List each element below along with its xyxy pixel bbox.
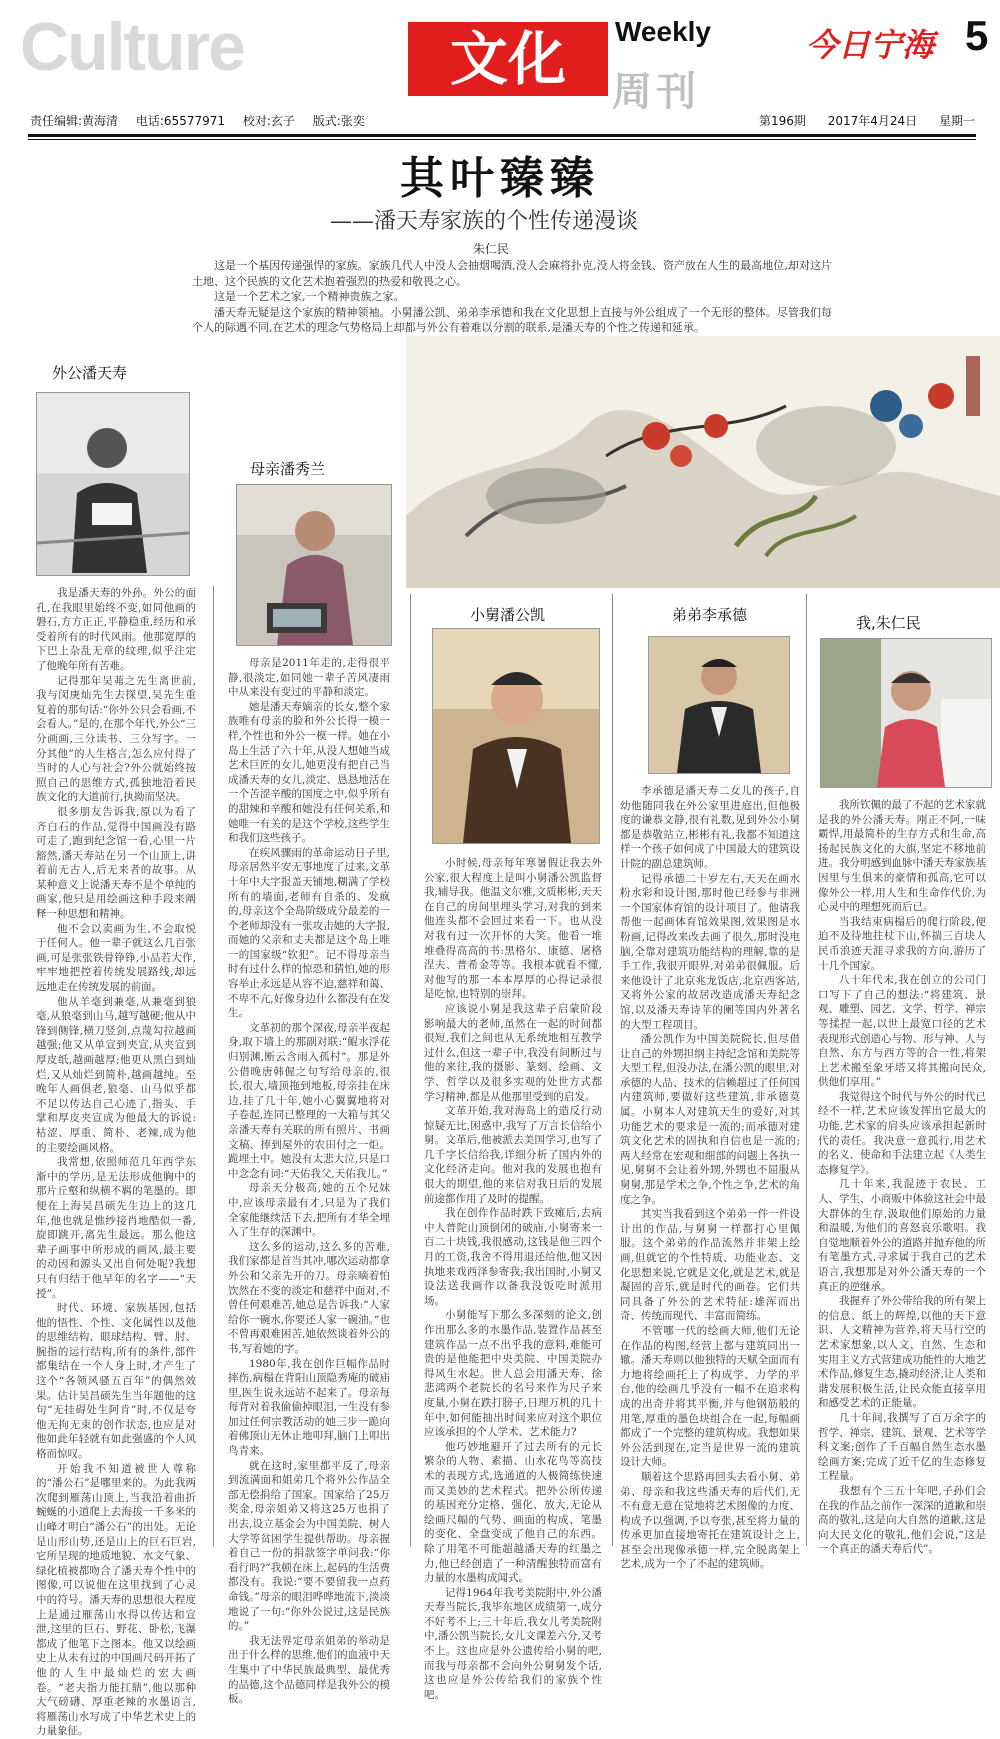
paragraph: 当我结束病榻后的爬行阶段,便迫不及待地拄杖下山,怀揣三百块人民币浪迹天涯寻求我的方向,游历了十几个国家。 [818, 915, 986, 972]
article-title: 其叶臻臻 [400, 153, 600, 204]
weekly-label: Weekly [615, 16, 711, 47]
paragraph: 小舅能写下那么多深刻的论文,创作出那么多的水墨作品,装置作品甚至建筑作品一点不出乎我的意料,难能可贵的是他能把中央美院、中国美院办得风生水起。世人总会用潘天寿、徐悲鸿两个老院长的名号来作为尺子来度量,小舅在跌打膀子,日理万机的几十年中,如何能抽出时间来应对这个职位应该承担的个人学术、艺术能力? [424, 1309, 602, 1439]
paragraph: 他不会以卖画为生,不会取悦于任何人。他一辈子就这么几百张画,可是张张铁骨铮铮,小品若大作,牢牢地把控着传统发展路线,却远远地走在传统发展的前面。 [36, 922, 196, 994]
article-intro [192, 258, 832, 336]
issue-number: 第196期 [758, 114, 806, 128]
article-subtitle: ——潘天寿家族的个性传递漫谈 [330, 209, 639, 234]
zhoukan-label: 周刊 [612, 69, 700, 115]
column-mother [228, 656, 390, 1706]
paragraph: 这么多的运动,这么多的苦难,我们家都是首当其冲,哪次运动都拿外公和父亲先开的刀。母亲嘀着怕饮然在不变的淡定和慈祥中面对,不曾任何艰难苦,她总是告诉我:“人家给你一碗水,你要还人家一碗油。”也不曾再艰难困苦,她依然谈着外公的书,写着她的字。 [228, 1240, 390, 1355]
flower-painting [406, 336, 1000, 588]
caption-grandfather: 外公潘天寿 [52, 364, 128, 382]
photo-me [820, 638, 992, 788]
proof-credit: 校对:玄子 [242, 114, 295, 128]
paragraph: 记得1964年我考美院附中,外公潘天寿当院长,我毕东地区成绩第一,成分不好考不上;三十年后,我女儿考美院附中,潘公凯当院长,女儿文课差六分,又考不上。这也应是外公遗传给小舅的吧,而我与母亲都不会向外公舅舅发个话,这也应是外公传给我们的家族个性吧。 [424, 1586, 603, 1701]
paragraph: 他巧妙地避开了过去所有的元长繁杂的人物、素描、山水花鸟等高技术的表现方式,选通道的人极简练快速而又美妙的艺术程式。把外公所传递的基因充分定格、强化、放大,无论从绘画尺幅的气势、画面的构成、笔墨的变化、全盘变成了他自己的东西。除了用笔不可能超越潘天寿的红墨之力,他已经创造了一种清醒独特而富有力量的水墨构成闻式。 [424, 1440, 602, 1585]
column-brother [620, 784, 800, 1571]
paragraph: 应该说小舅是我这辈子启蒙阶段影响最大的老师,虽然在一起的时间都很短,我们之间也从无系统地相互教学过什么,但这一辈子中,我没有间断过与他的来往,我的摄影、篆刻、绘画、文学、哲学以及很多实观的处世方式都学习精神,都是从他那里受到的启发。 [424, 1002, 602, 1103]
paragraph: 我无法界定母亲姐弟的举动是出于什么样的思维,他们的血液中天生集中了中华民族最典型、最优秀的品德,这个品德同样是我外公的模板。 [228, 1634, 390, 1706]
culture-watermark: Culture [20, 9, 244, 85]
photo-uncle [432, 628, 600, 844]
paragraph: 小时候,母亲每年寒暑假让我去外公家,很大程度上是叫小舅潘公凯监督我,辅导我。他温文尔雅,文质彬彬,天天在自己的房间里埋头学习,对我的到来他连头都不会回过来看一下。也从没对我有过一次开怀的大笑。他看一堆堆叠得高高的书:黑格尔、康德、屠格涅夫、普希金等等。我根本就看不懂,对他写的那一本本厚厚的心得记录很是吃惊,也特别的崇拜。 [424, 857, 603, 1001]
paragraph: 李承德是潘天寿二女儿的孩子,自幼他随同我在外公家里进庭出,但他极度的谦恭文静,很有礼数,见到外公小舅都是恭敬站立,彬彬有礼,我都不知道这样一个孩子如何成了中国最大的建筑设计院的副总建筑师。 [620, 785, 800, 870]
paragraph: 八十年代末,我在创立的公司门口写下了自己的想法:“将建筑、景观、雕塑、园艺、文学、哲学、禅宗等揉捏一起,以世上最宽口径的艺术表现形式创造心与物、形与神、人与自然、东方与西方等的合一性,将架上艺术搬至象牙塔又将其搬向民众,供他们享用。” [818, 974, 986, 1089]
paragraph: 文革初的那个深夜,母亲半夜起身,取下墙上的那副对联:“鲲水浮花归别渊,断云含雨入孤村”。那是外公借晚唐韩偓之句写给母亲的,很长,很大,墙顶拖到地板,母亲挂在床边,挂了几十年,她小心翼翼地将对子卷起,连同已整理的一大箱与其父亲潘天寿有关联的所有照片、书画文稿、捧到屋外的农田付之一炬。跪埋土中。她没有太悲大泣,只是口中念念有词:“天佑我父,天佑我儿。” [228, 1021, 390, 1180]
caption-mother: 母亲潘秀兰 [250, 460, 326, 478]
column-divider [806, 594, 807, 1546]
column-me [818, 798, 986, 1556]
paragraph: 顺着这个思路再回头去看小舅、弟弟、母亲和我这些潘天寿的后代们,无不有意无意在觉地将艺术图像的力度、构成予以强调,予以夸张,甚至将力量的传承更加直接地寄托在建筑设计之上,甚至会出现像承德一样,完全脱离架上艺术,成为一个了不起的建筑师。 [620, 1470, 800, 1571]
intro-paragraph: 潘天寿无疑是这个家族的精神领袖。小舅潘公凯、弟弟李承德和我在文化思想上直接与外公组成了一个无形的整体。尽管我们每个人的际遇不同,在艺术的理念气势格局上却都与外公有着难以分割的联系,是潘天寿的个性之传递和延承。 [192, 305, 832, 334]
column-uncle [424, 856, 603, 1701]
intro-paragraph: 这是一个艺术之家,一个精神贵族之家。 [214, 290, 405, 303]
paragraph: 记得那年吴茀之先生离世前,我与闵庚灿先生去探望,吴先生重复着的那句话:“你外公只会看画,不会看人。”是的,在那个年代,外公“三分画画,三分读书、三分写字。一分其他”的人生格言,怎么应付得了当时的人心与社会?外公就始终按照自己的思维方式,孤独地沿着民族文化的大道前行,执拗而坚决。 [36, 674, 196, 804]
paragraph: 我是潘天寿的外孙。外公的面孔,在我眼里始终不变,如同他画的磐石,方方正正,平静稳重,经历和承受着所有的时代风雨。他那宽厚的下巴上杂乱无章的纹理,似乎注定了他晚年所有苦难。 [36, 587, 196, 672]
paragraph: 我觉得这个时代与外公的时代已经不一样,艺术应该发挥出它最大的功能,艺术家的肩头应该承担起新时代的责任。我决意一意孤行,用艺术的名义、使命和手法建立起《人类生态修复学》。 [818, 1090, 986, 1176]
paragraph: 1980年,我在创作巨幅作品时摔伤,病榻在背阳山顶隐秀庵的破庙里,医生说永远站不起来了。母亲每每背对着我偷偷掉眼泪,一生没有参加过任何宗教活动的她三步一跪向着佛顶山无休止地叩拜,脑门上叩出鸟青来。 [228, 1357, 390, 1458]
section-title-box: 文化 [408, 22, 608, 96]
column-divider [612, 594, 613, 1546]
paragraph: 我所钦佩的最了不起的艺术家就是我的外公潘天寿。刚正不阿,一味霸悍,用最简朴的生存方式和生命,高扬起民族文化的大旗,坚定不移地前进。我分明感到血脉中潘天寿家族基因里与生俱来的豪情和孤高,它可以像外公一样,用人生和生命作代价,为心灵中的理想死而后已。 [818, 799, 986, 914]
caption-brother: 弟弟李承德 [672, 606, 748, 624]
article-author: 朱仁民 [473, 242, 510, 256]
paragraph: 其实当我看到这个弟弟一件一件设计出的作品,与舅舅一样都打心里佩服。这个弟弟的作品流然并非架上绘画,但就它的个性特质、功能业态、文化思想来说,它就是文化,就是艺术,就是凝固的音乐,就是时代的画卷。它们共同具备了外公的艺术特征:雄浑而出奇、传统而现代、丰富而简练。 [620, 1208, 800, 1323]
column-divider [410, 594, 411, 1546]
header-rule-thick [28, 134, 976, 137]
paragraph: 不管哪一代的绘画大师,他们无论在作品的构图,经营上都与建筑同出一辙。潘天寿则以他独特的天赋全面而有力地将绘画托上了构成学、力学的平台,他的绘画几乎没有一幅不在追求构成的出奇并将其平衡,并与他钢筋般的用笔,厚重的墨色块组合在一起,每幅画都成了一个完整的建筑构成。我想如果外公活到现在,定当是世界一流的建筑设计大师。 [620, 1324, 800, 1469]
caption-uncle: 小舅潘公凯 [470, 606, 546, 624]
intro-paragraph: 这是一个基因传递强悍的家族。家族几代人中没人会抽烟喝酒,没人会麻将扑克,没人将金钱、资产放在人生的最高地位,却对这片土地、这个民族的文化艺术抱着强烈的热爱和敬畏之心。 [192, 259, 832, 288]
paragraph: 我想有个三五十年吧,子孙们会在我的作品之前作一深深的道歉和崇高的敬礼,这是向大自然的道歉,这是向大民文化的敬礼,他们会说,“这是一个真正的潘天寿后代”。 [818, 1484, 986, 1556]
paragraph: 几十年来,我混迹于农民、工人、学生、小商贩中体验这社会中最大群体的生存,汲取他们原始的力量和温暖,为他们的喜怒哀乐歌唱。我自觉地顺着外公的道路并抛弃他的所有笔墨方式,寻求属于我自己的艺术语言,我想那是对外公潘天寿的一个真正的逆继承。 [818, 1178, 986, 1293]
column-divider [213, 586, 214, 1546]
paragraph: 记得承德二十岁左右,天天在画水粉水彩和设计图,那时他已经参与非洲一个国家体育馆的设计项目了。他请我帮他一起画体育馆效果图,效果图是水粉画,记得改来改去画了很久,那时没电脑,全靠对建筑功能结构的理解,靠的是手工作,我很开眼界,对弟弟很佩服。后来他设计了北京兆龙饭店,北京西客站,又将外公家的故居改造成潘天寿纪念馆,以及潘天寿诗苹的阑等国内外著名的大型工程项目。 [620, 872, 800, 1031]
paragraph: 我在创作作品时跌下致瘫后,去病中人普陀山顶倒闭的破庙,小舅寄来一百二十块钱,我很感动,这钱是他三四个月的工资,我舍不得用退还给他,他又因执地来戏西泽参寄我;我出国时,小舅又设法送我画作以备我没饭吃时派用场。 [424, 1207, 602, 1307]
paragraph: 潘公凯作为中国美院院长,但尽借让自己的外甥担纲主持纪念馆和美院等大型工程,但没办法,在潘公凯的眼里,对承德的人品、技术的信赖超过了任何国内建筑师,要做好这些建筑,非承德莫属。小舅本人对建筑天生的爱好,对其功能艺术的要求是一流的;而承德对建筑文化艺术的固执和自信也是一流的;两人经常在宏观和细部的问题上各执一见,舅舅不会让着外甥,外甥也不屈服从舅舅,那是学术之争,个性之争,艺术的角度之争。 [620, 1033, 800, 1206]
paragraph: 开始我不知道被世人尊称的“潘公石”是哪里来的。为此我两次爬到雁荡山顶上,当我沿着曲折蜿蜒的小道爬上去海拔一千多米的山峰才明白“潘公石”的出处。无论是山形山势,还是山上的巨石巨岩,它所呈现的地质地貌、水文气象、绿化植被都吻合了潘天寿个性中的图像,可以说他在这里找到了心灵中的符号。潘天寿的思想很大程度上是通过雁荡山水得以传达和宣泄,这里的巨石、野花、卧松,飞瀑都成了他笔下之图本。他又以绘画史上从未有过的中国画尺码开拓了他的人生中最灿烂的宏大画卷。“老夫指力能扛鼎”,他以那种大气磅礴、厚重老辣的水墨语言,将雁荡山水写成了中华艺术史上的力量象征。 [36, 1462, 196, 1738]
paragraph: 时代、环境、家族基因,包括他的悟性、个性、文化属性以及他的思维结构、眼球结构、臂、肘、腕指的运行结构,所有的条件,部件都集结在一个人身上时,才产生了这个“各领风骚五百年”的偶然效果。估计吴昌硕先生当年题他的这句“无挂碍处生阿肯”时,不仅是夸他无拘无束的创作状态,也应是对他如此年轻就有如此强盛的个人风格而惊叹。 [36, 1302, 196, 1461]
paragraph: 就在这时,家里都平反了,母亲到流满面和姐弟几个将外公作品全部无偿捐给了国家。国家给了25万奖金,母亲姐弟又将这25万也捐了出去,设立基金会为中国美院、树人大学等贫困学生提供帮助。母亲握着自己一份的捐款签字单问我:“你看行吗?”我顿在床上,起码的生活费都没有。我说:“要不要留我一点药命钱。”母亲的眼泪哗哗地流下,淡淡地说了一句:“你外公说过,这是民族的。” [228, 1459, 390, 1633]
paragraph: 我握弃了外公带给我的所有架上的信息、纸上的辉煌,以他的天下意识、人文精神为营养,将天马行空的艺术家想象,以人文、自然、生态和实用主义方式营建成功能性的大地艺术作品,修复生态,撬动经济,让人类和谐发展积极生活,让民众能直接享用和感受艺术的正能量。 [818, 1295, 986, 1410]
info-bar [30, 112, 975, 132]
caption-me: 我,朱仁民 [856, 614, 921, 632]
layout-credit: 版式:张奕 [312, 114, 365, 128]
paragraph: 几十年间,我撰写了百万余字的哲学、禅宗、建筑、景观、艺术等学科文案;创作了千百幅自然生态水墨绘画方案;完成了近千亿的生态修复工程量。 [818, 1411, 986, 1483]
issue-weekday: 星期一 [938, 114, 975, 128]
photo-mother [236, 484, 392, 646]
paragraph: 在疾风骤雨的革命运动日子里,母亲居然平安无事地度了过来,文革十年中大字报盖天铺地,糊满了学校所有的墙面,老师有自杀的、发疯的,母亲这个全岛阶级成分最差的一个老师却没有一张攻击她的大字报,而她的父亲和丈夫都是这个岛上唯一的国家级“钦犯”。记不得母亲当时有过什么样的惊恐和猜怕,她的形容举止永远是从容不迫,慈祥和蔼、不卑不亢,好像身边什么都没有在发生。 [228, 846, 390, 1020]
paragraph: 文革开始,我对海岛上的造反行动惊疑无比,困惑中,我写了万言长信给小舅。文革后,他被派去美国学习,也写了几千字长信给我,详细分析了国内外的文化经济走向。他对我的发展也抱有很大的期望,他的来信对我日后的发展前途都作用了及时的提醒。 [424, 1105, 602, 1205]
column-grandfather [36, 586, 196, 1738]
page-number: 5 [965, 12, 989, 59]
photo-brother [648, 636, 790, 774]
paragraph: 母亲是2011年走的,走得很平静,很淡定,如同她一辈子苦风凄雨中从来没有变过的平静和淡定。 [228, 657, 390, 699]
paragraph: 她是潘天寿嫡亲的长女,整个家族唯有母亲的脸和外公长得一模一样,个性也和外公一模一样。她在小岛上生活了六十年,从没人想她当成艺术巨匠的女儿,她更没有把自己当成潘天寿的女儿,淡定、恳恳地活在一个苦涩辛酸的国度之中,似乎所有的甜辣和辛酸和她没有任何关系,和她唯一有关的是这个学校,这些学生和我们这些孩子。 [228, 700, 390, 845]
header-rule-thin [28, 139, 976, 140]
editor-credit: 责任编辑:黄海清 [30, 114, 119, 128]
photo-grandfather [36, 392, 190, 576]
paragraph: 我常想,依照师范几年西学东渐中的学历,是无法形成他胸中的那片丘壑和纵横不羁的笔墨的。即便在上海吴昌硕先生边上的这几年,他也就是憔纱接肖地酷似一番,旋即跳开,离先生最远。那么他这辈子画事中所形成的画风,最主要的动因和源头又出自何处呢?我想只有归结于他早年的名字——“天授”。 [36, 1156, 196, 1300]
paragraph: 母亲天分极高,她的五个兄妹中,应该母亲最有才,只是为了我们全家能继续活下去,把所有才华全埋入了生存的深渊中。 [228, 1182, 390, 1239]
paragraph: 很多朋友告诉我,原以为看了齐白石的作品,觉得中国画没有路可走了,跑到纪念馆一看,心里一片豁然,潘天寿站在另一个山顶上,讲着前无古人,后无来者的故事。从某种意义上说潘天寿不是个单纯的画家,他只是用绘画这种手段来阐释一种思想和精神。 [36, 805, 196, 921]
paragraph: 他从羊毫到兼毫,从兼毫到狼毫,从狼毫到山马,越写越硬;他从中锋到侧锋,横刀竖剑,点蔑勾拉越画越强;他又从单宣到夹宣,从夹宣到厚皮纸,越画越厚;他更从黑白到灿烂,又从灿烂到简朴,越画越纯。至晚年人画俱老,狼毫、山马似乎都不足以传达自己心迹了,指头、手掌和厚皮夹宣成为他最大的诉说:枯涩、厚重、简朴、老辣,成为他的主要绘画风格。 [36, 995, 196, 1154]
newspaper-logo: 今日宁海 [806, 26, 935, 64]
issue-date: 2017年4月24日 [827, 114, 918, 128]
phone-credit: 电话:65577971 [135, 114, 225, 128]
